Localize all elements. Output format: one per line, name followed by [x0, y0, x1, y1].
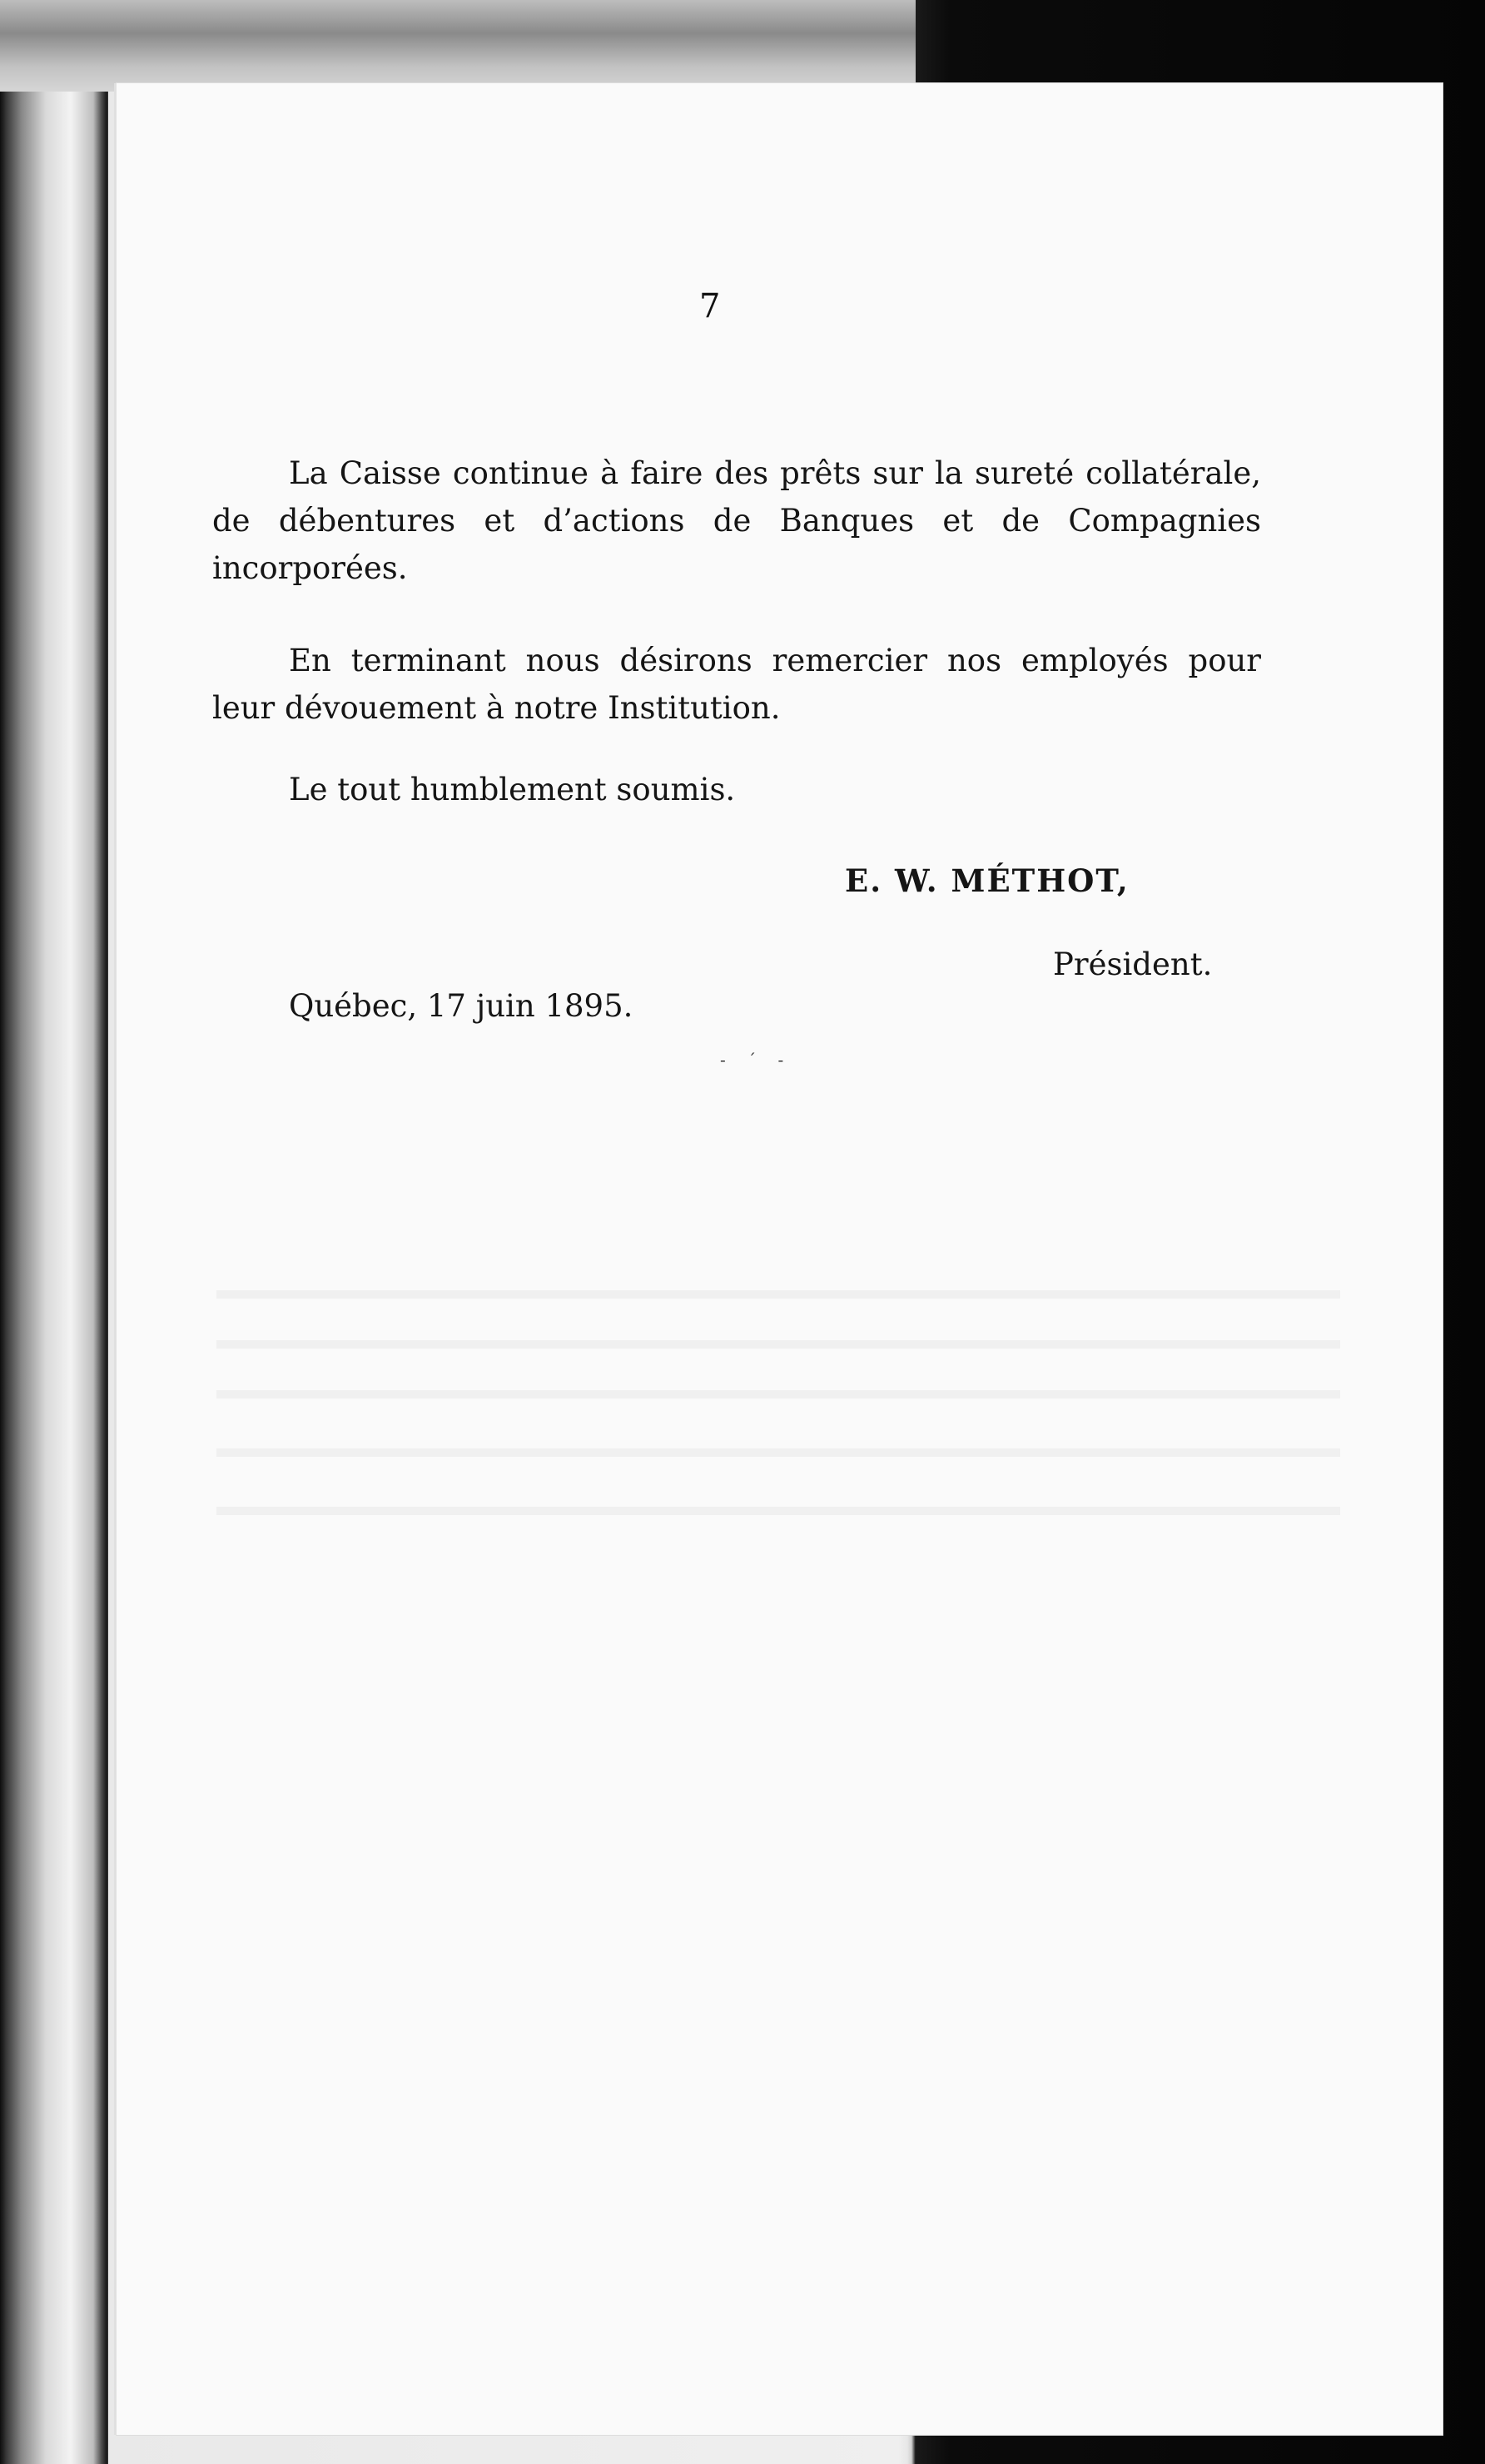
top-page-strip [0, 0, 932, 92]
bleed-through-line [216, 1390, 1340, 1398]
book-binding [0, 0, 108, 2464]
page-number: 7 [699, 287, 721, 325]
bleed-through-line [216, 1507, 1340, 1515]
bleed-through-line [216, 1290, 1340, 1299]
document-page [117, 83, 1443, 2435]
paragraph-thanks: En terminant nous désirons remercier nos employés pour leur dévouement à notre Institution. [212, 643, 1261, 726]
ornament: - ´ - [720, 1050, 792, 1070]
paragraph-loans: La Caisse continue à faire des prêts sur la sureté collatérale, de débentures et d’actions de Banques et de Compagnies incorporées. [212, 455, 1261, 586]
bleed-through-line [216, 1448, 1340, 1457]
place-and-date: Québec, 17 juin 1895. [289, 988, 633, 1024]
paragraph-closing: Le tout humblement soumis. [289, 772, 736, 807]
signature-name: E. W. MÉTHOT, [845, 862, 1130, 899]
bleed-through-line [216, 1340, 1340, 1349]
signature-title: Président. [1053, 946, 1213, 982]
